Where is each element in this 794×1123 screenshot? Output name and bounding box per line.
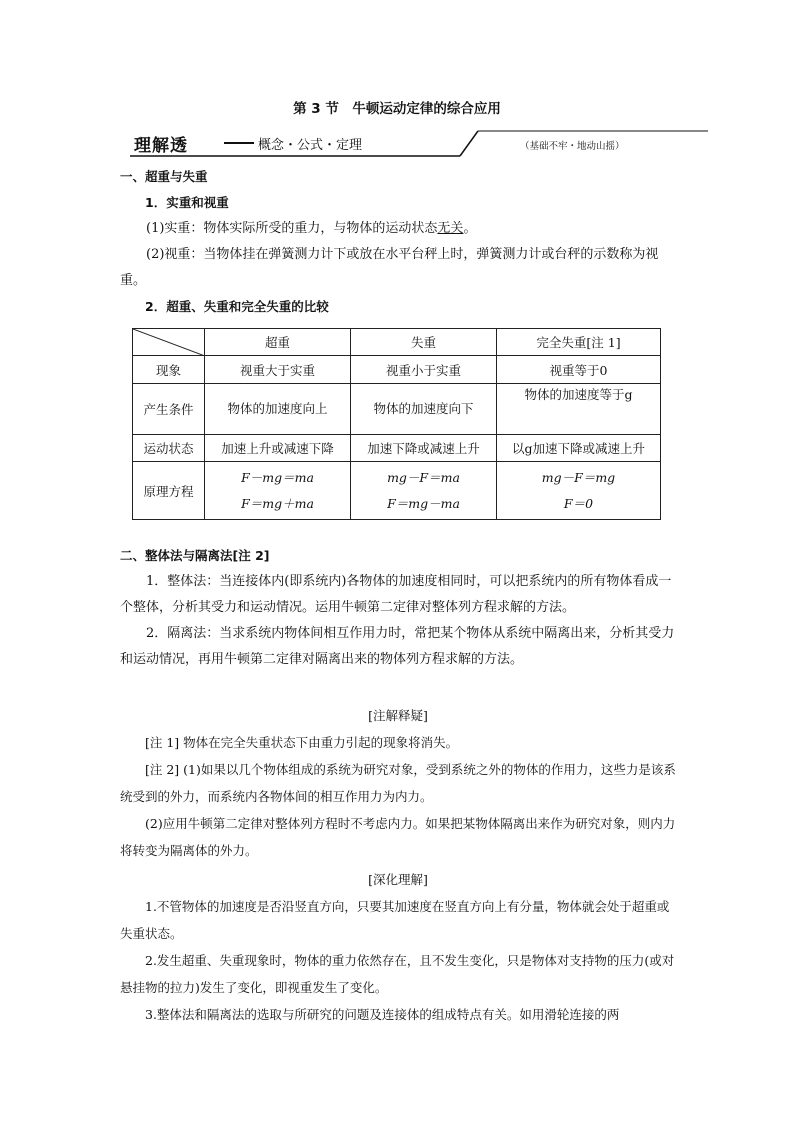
note-3: (2)应用牛顿第二定律对整体列方程时不考虑内力。如果把某物体隔离出来作为研究对象，则内力将转变为隔离体的外力。 [120, 816, 676, 858]
p-apparent-weight: (2)视重：当物体挂在弹簧测力计下或放在水平台秤上时，弹簧测力计或台秤的示数称为视重。 [120, 247, 659, 288]
table-row [133, 462, 661, 520]
banner-sub: 概念・公式・定理 [258, 138, 363, 153]
table-row [133, 356, 661, 384]
col-header: 超重 [205, 329, 351, 356]
p-real-weight: (1)实重：物体实际所受的重力，与物体的运动状态无关。 [146, 221, 477, 236]
item1-heading: 1．实重和视重 [145, 195, 229, 210]
note-1: [注 1] 物体在完全失重状态下由重力引起的现象将消失。 [145, 735, 459, 750]
section1 [120, 164, 676, 320]
section1-heading: 一、超重与失重 [120, 169, 208, 184]
table-cell: mg－F＝mg F＝0 [497, 462, 661, 520]
deep-3: 3.整体法和隔离法的选取与所研究的问题及连接体的组成特点有关。如用滑轮连接的两 [145, 1007, 620, 1022]
deep-understanding [120, 866, 676, 1028]
col-header: 失重 [351, 329, 497, 356]
p-isolation-method: 2．隔离法：当求系统内物体间相互作用力时，常把某个物体从系统中隔离出来，分析其受力和运动情况，再用牛顿第二定律对隔离出来的物体列方程求解的方法。 [120, 626, 675, 667]
table-row [133, 384, 661, 435]
table-cell: 物体的加速度向上 [205, 384, 351, 435]
row-label: 运动状态 [133, 435, 205, 462]
table-cell: 以g加速下降或减速上升 [497, 435, 661, 462]
table-cell: 视重小于实重 [351, 356, 497, 384]
banner-right: （基础不牢・地动山摇） [520, 141, 625, 152]
table-cell: 视重大于实重 [205, 356, 351, 384]
table-cell: 物体的加速度等于g [497, 384, 661, 435]
comparison-table [132, 328, 661, 520]
table-cell: mg－F＝ma F＝mg－ma [351, 462, 497, 520]
banner-dash [224, 142, 254, 144]
deep-1: 1.不管物体的加速度是否沿竖直方向，只要其加速度在竖直方向上有分量，物体就会处于超重或失重状态。 [120, 899, 670, 941]
deep-heading: [深化理解] [368, 872, 428, 887]
table-cell: F－mg＝ma F＝mg＋ma [205, 462, 351, 520]
notes [120, 702, 676, 864]
p-whole-method: 1．整体法：当连接体内(即系统内)各物体的加速度相同时，可以把系统内的所有物体看成一个整体，分析其受力和运动情况。运用牛顿第二定律对整体列方程求解的方法。 [120, 574, 672, 615]
section2 [120, 543, 676, 673]
diagonal-cell [133, 329, 205, 356]
notes-heading: [注解释疑] [368, 708, 428, 723]
section-title: 第 3 节 牛顿运动定律的综合应用 [293, 101, 501, 117]
col-header: 完全失重[注 1] [497, 329, 661, 356]
item2-heading: 2．超重、失重和完全失重的比较 [145, 299, 329, 314]
row-label: 产生条件 [133, 384, 205, 435]
banner [130, 128, 710, 158]
table-row [133, 435, 661, 462]
table-cell: 加速上升或减速下降 [205, 435, 351, 462]
deep-2: 2.发生超重、失重现象时，物体的重力依然存在，且不发生变化，只是物体对支持物的压力(或对悬挂物的拉力)发生了变化，即视重发生了变化。 [120, 953, 675, 995]
row-label: 现象 [133, 356, 205, 384]
table-header-row [133, 329, 661, 356]
section2-heading: 二、整体法与隔离法[注 2] [120, 548, 270, 563]
table-cell: 加速下降或减速上升 [351, 435, 497, 462]
banner-main: 理解透 [134, 136, 188, 156]
table-cell: 视重等于0 [497, 356, 661, 384]
row-label: 原理方程 [133, 462, 205, 520]
table-cell: 物体的加速度向下 [351, 384, 497, 435]
note-2: [注 2] (1)如果以几个物体组成的系统为研究对象，受到系统之外的物体的作用力，这些力是该系统受到的外力，而系统内各物体间的相互作用力为内力。 [120, 762, 676, 804]
